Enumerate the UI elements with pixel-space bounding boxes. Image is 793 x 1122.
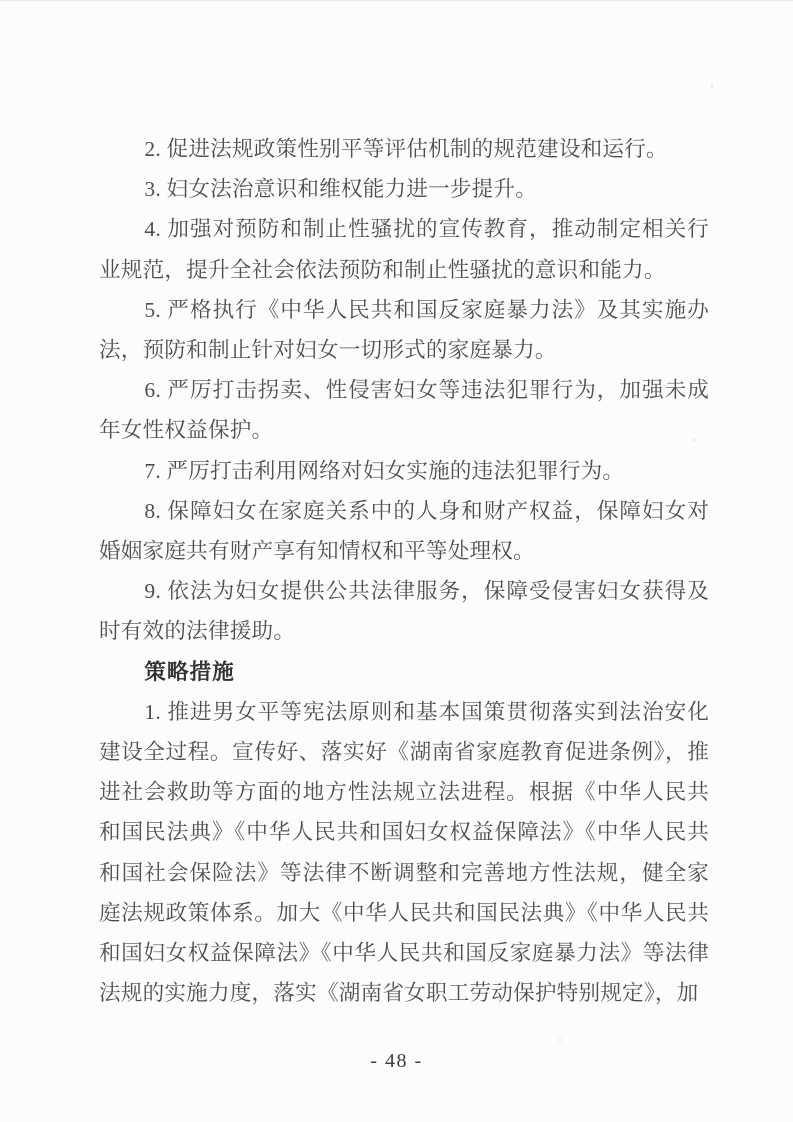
numbered-item-3: 3. 妇女法治意识和维权能力进一步提升。 bbox=[144, 177, 538, 202]
page-number: - 48 - bbox=[370, 1050, 423, 1072]
numbered-item-8: 8. 保障妇女在家庭关系中的人身和财产权益，保障妇女对婚姻家庭共有财产享有知情权和平等处理权。 bbox=[99, 498, 709, 564]
numbered-item-6: 6. 严厉打击拐卖、性侵害妇女等违法犯罪行为，加强未成年女性权益保护。 bbox=[99, 378, 709, 443]
numbered-item-2: 2. 促进法规政策性别平等评估机制的规范建设和运行。 bbox=[144, 137, 668, 161]
numbered-item-9: 9. 依法为妇女提供公共法律服务，保障受侵害妇女获得及时有效的法律援助。 bbox=[99, 579, 709, 644]
document-body bbox=[99, 129, 709, 1013]
numbered-item-7: 7. 严厉打击利用网络对妇女实施的违法犯罪行为。 bbox=[144, 458, 625, 483]
numbered-item-4: 4. 加强对预防和制止性骚扰的宣传教育，推动制定相关行业规范，提升全社会依法预防和制止性骚扰的意识和能力。 bbox=[99, 217, 709, 282]
strategy-paragraph-1: 1. 推进男女平等宪法原则和基本国策贯彻落实到法治安化建设全过程。宣传好、落实好《湖南省家庭教育促进条例》，推进社会救助等方面的地方性法规立法进程。根据《中华人民共和国民法典》《中华人民共和国妇女权益保障法》《中华人民共和国社会保险法》等法律不断调整和完善地方性法规，健全家庭法规政策体系。加大《中华人民共和国民法典》《中华人民共和国妇女权益保障法》《中华人民共和国反家庭暴力法》等法律法规的实施力度，落实《湖南省女职工劳动保护特别规定》，加 bbox=[99, 699, 709, 1006]
numbered-item-5: 5. 严格执行《中华人民共和国反家庭暴力法》及其实施办法，预防和制止针对妇女一切形式的家庭暴力。 bbox=[99, 297, 709, 363]
section-heading: 策略措施 bbox=[144, 658, 235, 684]
